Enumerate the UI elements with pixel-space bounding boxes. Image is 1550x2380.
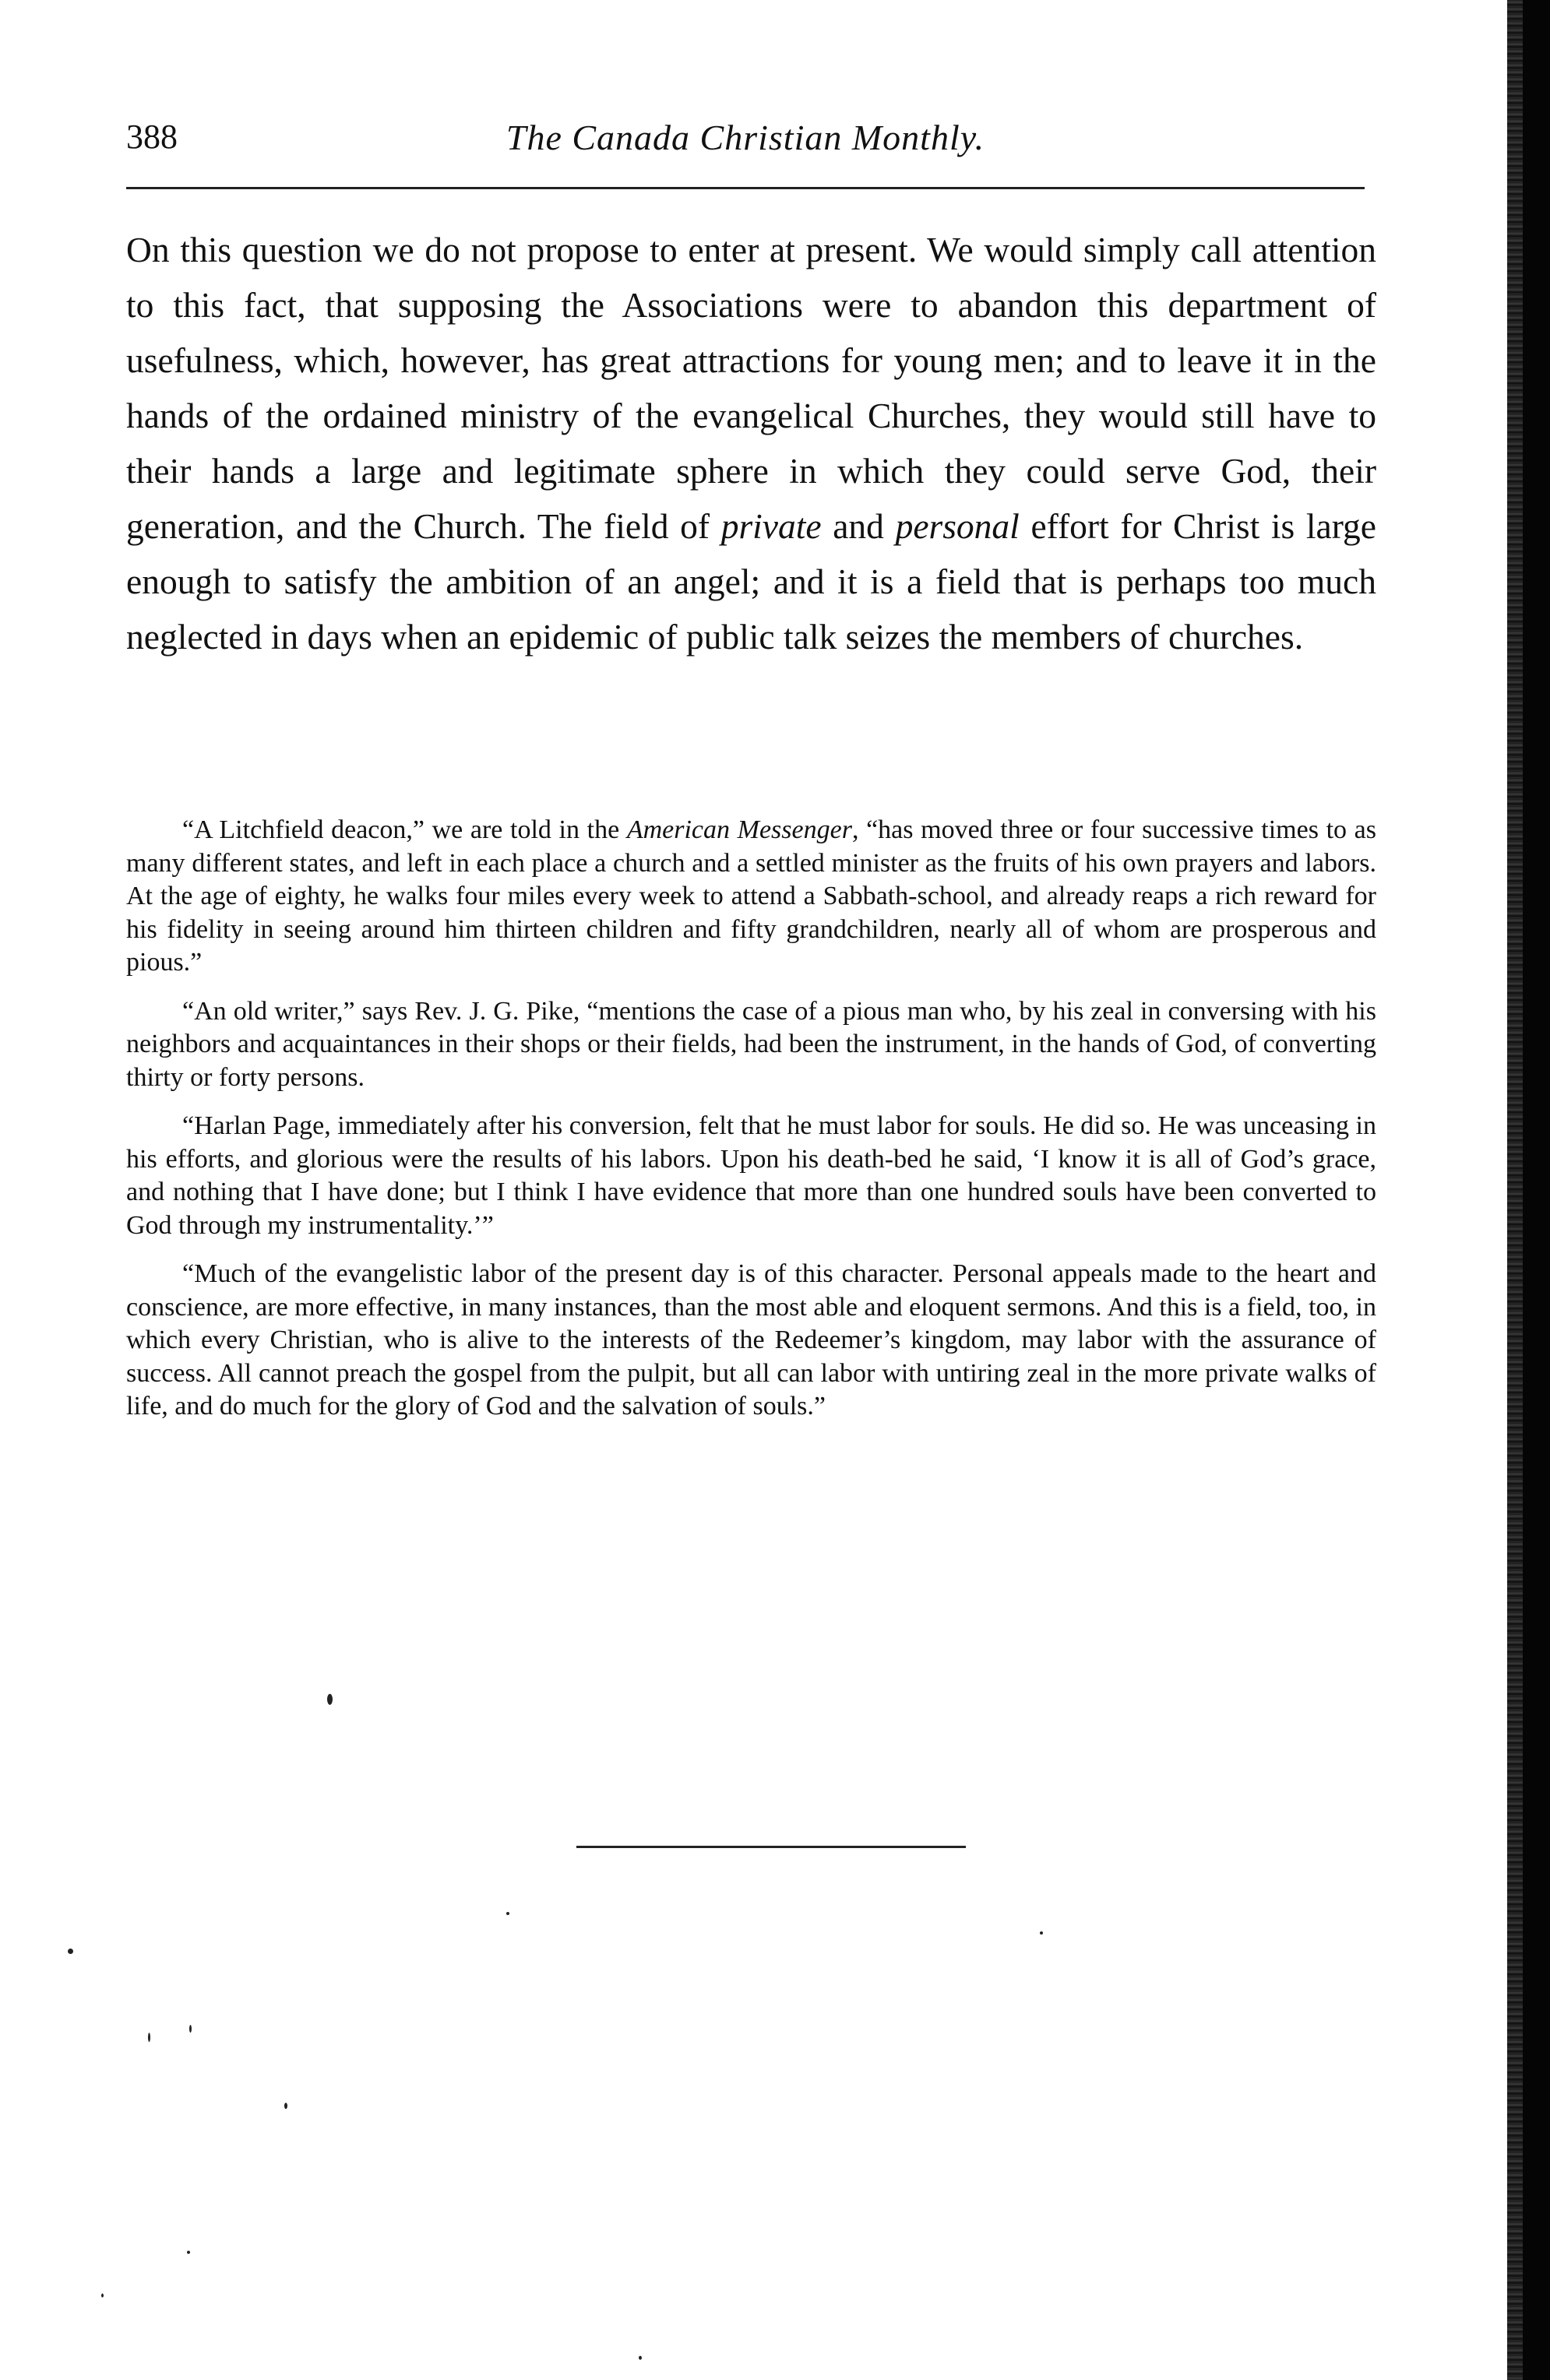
ink-speck [327, 1694, 333, 1705]
quote-harlan-page: “Harlan Page, immediately after his conversion, felt that he must labor for souls. He did so. He was unceasing in his efforts, and glorious were the results of his labors. Upon his death-bed he said, ‘I know it is all of God’s grace, and nothing that I have done; but I think I have evidence that more than one hundred souls have been converted to God through my instrumentality.’” [126, 1111, 1376, 1240]
scan-edge-dark [1523, 0, 1550, 2380]
ink-speck [68, 1949, 73, 1954]
page-header [126, 109, 1365, 171]
quote-1-intro: “A Litchfield deacon,” we are told in the [182, 815, 627, 844]
quote-evangelistic-labor: “Much of the evangelistic labor of the present day is of this character. Personal appeals made to the heart and conscience, are more effective, in many instances, than the most able and eloquent sermons. And this is a field, too, in which every Christian, who is alive to the interests of the Redeemer’s kingdom, may labor with the assurance of success. All cannot preach the gospel from the pulpit, but all can labor with untiring zeal in the more private walks of life, and do much for the glory of God and the salvation of souls.” [126, 1259, 1376, 1421]
quote-1-body: , “has moved three or four successive times to as many different states, and left in each place a church and a settled minister as the fruits of his own prayers and labors. At the age of eighty, he walks four miles every week to attend a Sabbath-school, and already reaps a rich reward for his fidelity in seeing around him thirteen children and fifty grandchildren, nearly all of whom are prosperous and pious.” [126, 815, 1376, 977]
header-rule [126, 187, 1365, 189]
main-text-and: and [821, 506, 896, 546]
ink-speck [639, 2356, 642, 2360]
ink-speck [148, 2033, 150, 2042]
quoted-passages [126, 814, 1376, 1439]
quote-litchfield-deacon [126, 814, 1376, 980]
quote-1-source: American Messenger [626, 815, 852, 844]
page-number: 388 [126, 118, 178, 156]
closing-rule [576, 1846, 966, 1848]
quote-old-writer: “An old writer,” says Rev. J. G. Pike, “mentions the case of a pious man who, by his zeal in conversing with his neighbors and acquaintances in their shops or their fields, had been the instrument, in the hands of God, of converting thirty or forty persons. [126, 996, 1376, 1092]
main-text-part-1: On this question we do not propose to enter at present. We would simply call attention to this fact, that supposing the Associations were to abandon this department of usefulness, which, however, has great attractions for young men; and to leave it in the hands of the ordained ministry of the evangelical Churches, they would still have to their hands a large and legitimate sphere in which they could serve God, their generation, and the Church. The field of [126, 230, 1376, 546]
main-paragraph [126, 222, 1376, 664]
main-text-part-2: effort for Christ is large enough to satisfy the ambition of an angel; and it is a field that is perhaps too much neglected in days when an epidemic of public talk seizes the members of churches. [126, 506, 1376, 657]
ink-speck [1040, 1931, 1043, 1935]
ink-speck [284, 2103, 287, 2109]
ink-speck [187, 2251, 190, 2254]
ink-speck [101, 2294, 104, 2297]
ink-speck [506, 1912, 509, 1915]
emphasis-personal: personal [895, 506, 1020, 546]
emphasis-private: private [720, 506, 822, 546]
running-head: The Canada Christian Monthly. [506, 118, 985, 157]
ink-speck [189, 2025, 192, 2033]
